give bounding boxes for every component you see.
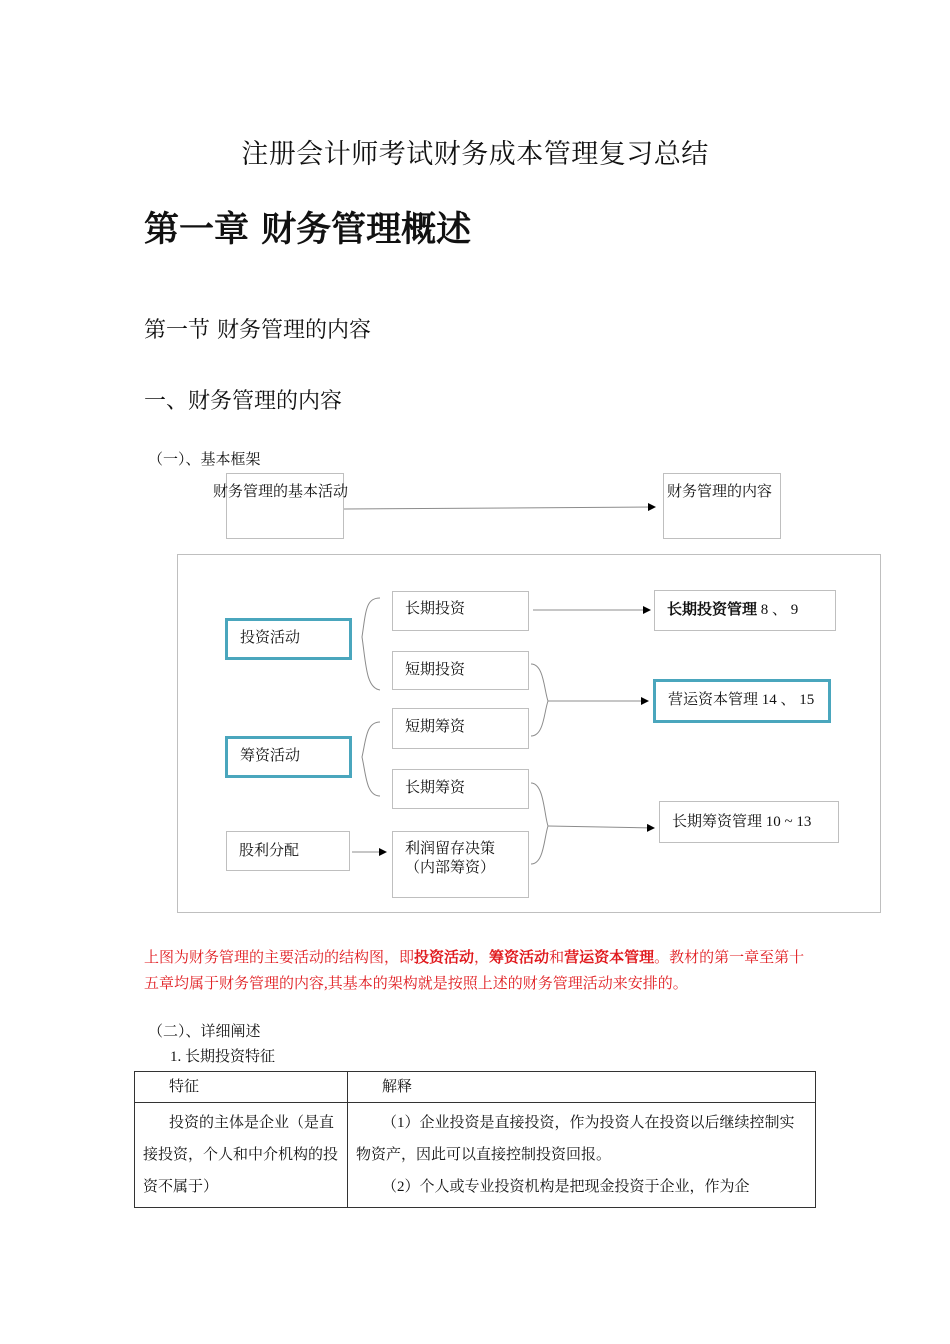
- table-cell: [135, 1103, 348, 1208]
- table-header-cell: 解释: [348, 1072, 816, 1103]
- diagram-note: [144, 944, 814, 997]
- long-finance-brace: [531, 783, 548, 864]
- working-capital-brace: [531, 664, 548, 736]
- working-capital-label: 营运资本管理 14 、 15: [668, 692, 815, 708]
- note-text-4: 。教材的第一章至第十五章均属于财务管理的内容,其基本的架构就是按照上述的财务管理活动来安排的。: [144, 950, 805, 992]
- retain-earnings-label-2: （内部筹资）: [405, 860, 496, 876]
- detail-item-1: 1. 长期投资特征: [170, 1049, 276, 1065]
- chapter-heading: 第一章 财务管理概述: [144, 210, 472, 250]
- dividend-label: 股利分配: [239, 843, 300, 859]
- finance-brace: [362, 722, 380, 796]
- retain-earnings-label-1: 利润留存决策: [405, 841, 496, 857]
- long-finance-mgmt-label: 长期筹资管理 10 ~ 13: [672, 814, 812, 830]
- note-bold-working-capital: 营运资本管理: [564, 948, 655, 966]
- long-finance-arrow: [548, 826, 654, 828]
- note-text-1: 上图为财务管理的主要活动的结构图，即: [144, 950, 415, 966]
- invest-activity-label: 投资活动: [240, 630, 301, 646]
- part-label: （一）、基本框架: [148, 452, 261, 468]
- invest-brace: [362, 598, 380, 690]
- table-header-row: [135, 1072, 816, 1103]
- features-table: [134, 1071, 816, 1208]
- long-invest-mgmt-title: 长期投资管理: [667, 600, 758, 618]
- long-finance-label: 长期筹资: [405, 780, 466, 796]
- explanation-para-2: （2）个人或专业投资机构是把现金投资于企业，作为企: [382, 1179, 750, 1195]
- feature-text: 投资的主体是企业（是直接投资，个人和中介机构的投资不属于）: [143, 1115, 339, 1195]
- table-cell: [348, 1103, 816, 1208]
- long-invest-label: 长期投资: [405, 601, 466, 617]
- finance-activity-label: 筹资活动: [240, 748, 301, 764]
- section-heading: 第一节 财务管理的内容: [144, 318, 371, 343]
- top-arrow: [344, 507, 655, 509]
- note-text-3: 和: [549, 950, 565, 966]
- short-finance-label: 短期筹资: [405, 719, 466, 735]
- document-title: 注册会计师考试财务成本管理复习总结: [241, 139, 709, 170]
- note-bold-invest: 投资活动: [414, 948, 475, 966]
- note-text-2: ，: [474, 950, 490, 966]
- subsection-heading: 一、财务管理的内容: [144, 389, 343, 414]
- detail-label: （二）、详细阐述: [148, 1024, 261, 1040]
- basic-activities-label: 财务管理的基本活动: [213, 484, 349, 500]
- explanation-para-1: （1）企业投资是直接投资，作为投资人在投资以后继续控制实物资产，因此可以直接控制投资回报。: [356, 1115, 795, 1163]
- note-bold-finance: 筹资活动: [489, 948, 550, 966]
- short-invest-label: 短期投资: [405, 662, 466, 678]
- table-row: [135, 1103, 816, 1208]
- long-invest-mgmt-pages: 8 、 9: [757, 602, 799, 618]
- table-header-cell: 特征: [135, 1072, 348, 1103]
- content-label: 财务管理的内容: [667, 484, 773, 500]
